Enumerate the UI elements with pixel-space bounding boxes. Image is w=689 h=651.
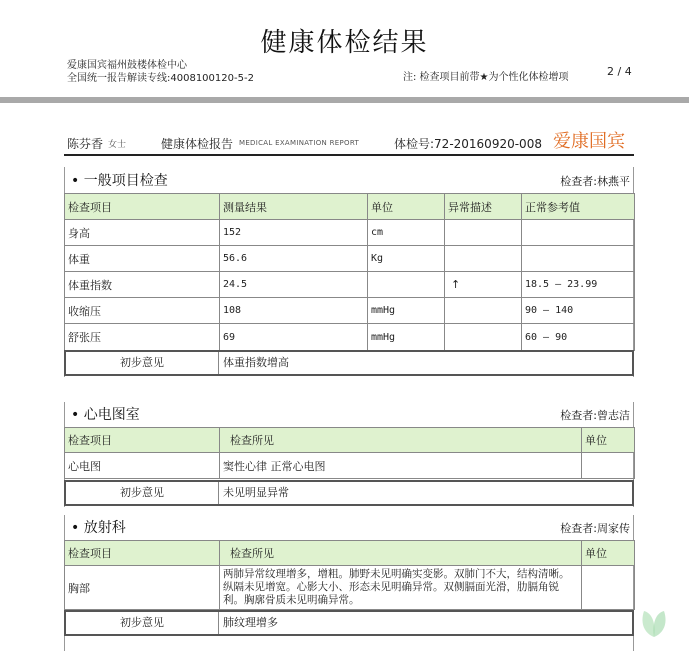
column-header: 异常描述 (445, 194, 522, 220)
reference-cell: 18.5 — 23.99 (522, 272, 635, 298)
table-row (65, 220, 635, 246)
item-cell: 体重 (65, 246, 220, 272)
item-cell: 心电图 (65, 453, 220, 479)
conclusion-row (64, 480, 634, 506)
unit-cell (582, 566, 635, 610)
ecg-section (64, 402, 634, 507)
examiner (560, 173, 630, 189)
column-header: 检查项目 (65, 428, 220, 453)
item-cell: 胸部 (65, 566, 220, 610)
table-row (65, 298, 635, 324)
result-cell: 69 (220, 324, 368, 351)
column-header: 单位 (582, 428, 635, 453)
finding-cell: 窦性心律 正常心电图 (220, 453, 582, 479)
document-title: 健康体检结果 (260, 28, 429, 58)
item-cell: 体重指数 (65, 272, 220, 298)
radiology-section (64, 515, 634, 651)
result-cell: 108 (220, 298, 368, 324)
item-cell: 身高 (65, 220, 220, 246)
exam-number-label: 体检号: (394, 137, 435, 151)
unit-cell: mmHg (368, 324, 445, 351)
section-title: • 心电图室 (71, 407, 140, 423)
general-exam-table (64, 193, 635, 351)
exam-number (394, 135, 542, 152)
table-row (65, 246, 635, 272)
section-title: • 放射科 (71, 520, 126, 536)
table-row (65, 324, 635, 351)
unit-cell: cm (368, 220, 445, 246)
conclusion-row (64, 610, 634, 636)
examiner-label: 检查者: (560, 522, 597, 535)
conclusion-text: 体重指数增高 (223, 356, 289, 369)
reference-cell (522, 220, 635, 246)
column-header: 检查所见 (220, 428, 582, 453)
conclusion-label: 初步意见 (66, 352, 219, 374)
hotline-text: 全国统一报告解读专线:4008100120-5-2 (67, 73, 254, 84)
ecg-table (64, 427, 635, 479)
result-cell: 24.5 (220, 272, 368, 298)
unit-cell: Kg (368, 246, 445, 272)
page-number: 2 / 4 (607, 65, 632, 78)
column-header: 检查项目 (65, 194, 220, 220)
item-cell: 舒张压 (65, 324, 220, 351)
table-header-row (65, 541, 635, 566)
item-cell: 收缩压 (65, 298, 220, 324)
abnormal-cell (445, 246, 522, 272)
general-exam-section (64, 167, 634, 377)
column-header: 正常参考值 (522, 194, 635, 220)
report-title-en: MEDICAL EXAMINATION REPORT (239, 139, 360, 147)
note-text: 注: 检查项目前带★为个性化体检增项 (403, 72, 569, 83)
table-header-row (65, 428, 635, 453)
center-name: 爱康国宾福州鼓楼体检中心 (67, 60, 187, 71)
column-header: 检查项目 (65, 541, 220, 566)
report-title: 健康体检报告 (161, 137, 234, 151)
column-header: 检查所见 (220, 541, 582, 566)
examiner-label: 检查者: (560, 409, 597, 422)
abnormal-cell (445, 220, 522, 246)
conclusion-text: 未见明显异常 (223, 486, 289, 499)
table-header-row (65, 194, 635, 220)
table-row (65, 272, 635, 298)
examiner (560, 407, 630, 423)
abnormal-cell: ↑ (445, 272, 522, 298)
table-row (65, 566, 635, 610)
exam-number-value: 72-20160920-008 (434, 137, 542, 151)
header-divider (0, 97, 689, 103)
table-row (65, 453, 635, 479)
column-header: 测量结果 (220, 194, 368, 220)
unit-cell (582, 453, 635, 479)
abnormal-cell (445, 324, 522, 351)
section-title: • 一般项目检查 (71, 173, 168, 189)
column-header: 单位 (368, 194, 445, 220)
unit-cell (368, 272, 445, 298)
reference-cell: 90 — 140 (522, 298, 635, 324)
examiner-name: 曾志洁 (597, 409, 630, 422)
unit-cell: mmHg (368, 298, 445, 324)
reference-cell: 60 — 90 (522, 324, 635, 351)
conclusion-label: 初步意见 (66, 612, 219, 634)
conclusion-label: 初步意见 (66, 482, 219, 504)
examiner-name: 周家传 (597, 522, 630, 535)
abnormal-cell (445, 298, 522, 324)
examiner (560, 520, 630, 536)
patient-name: 陈芬香 (67, 137, 104, 151)
conclusion-row (64, 350, 634, 376)
result-cell: 152 (220, 220, 368, 246)
radiology-table (64, 540, 635, 610)
leaf-icon (636, 603, 672, 643)
reference-cell (522, 246, 635, 272)
patient-gender: 女士 (108, 140, 127, 150)
examiner-label: 检查者: (560, 175, 597, 188)
patient-divider (64, 154, 634, 156)
examiner-name: 林燕平 (597, 175, 630, 188)
brand-logo: 爱康国宾 (553, 131, 625, 152)
finding-cell: 两肺异常纹理增多，增粗。肺野未见明确实变影。双肺门不大，结构清晰。纵隔未见增宽。心影大小、形态未见明确异常。双侧膈面光滑，肋膈角锐利。胸廓骨质未见明确异常。 (220, 566, 582, 610)
result-cell: 56.6 (220, 246, 368, 272)
conclusion-text: 肺纹理增多 (223, 616, 278, 629)
column-header: 单位 (582, 541, 635, 566)
